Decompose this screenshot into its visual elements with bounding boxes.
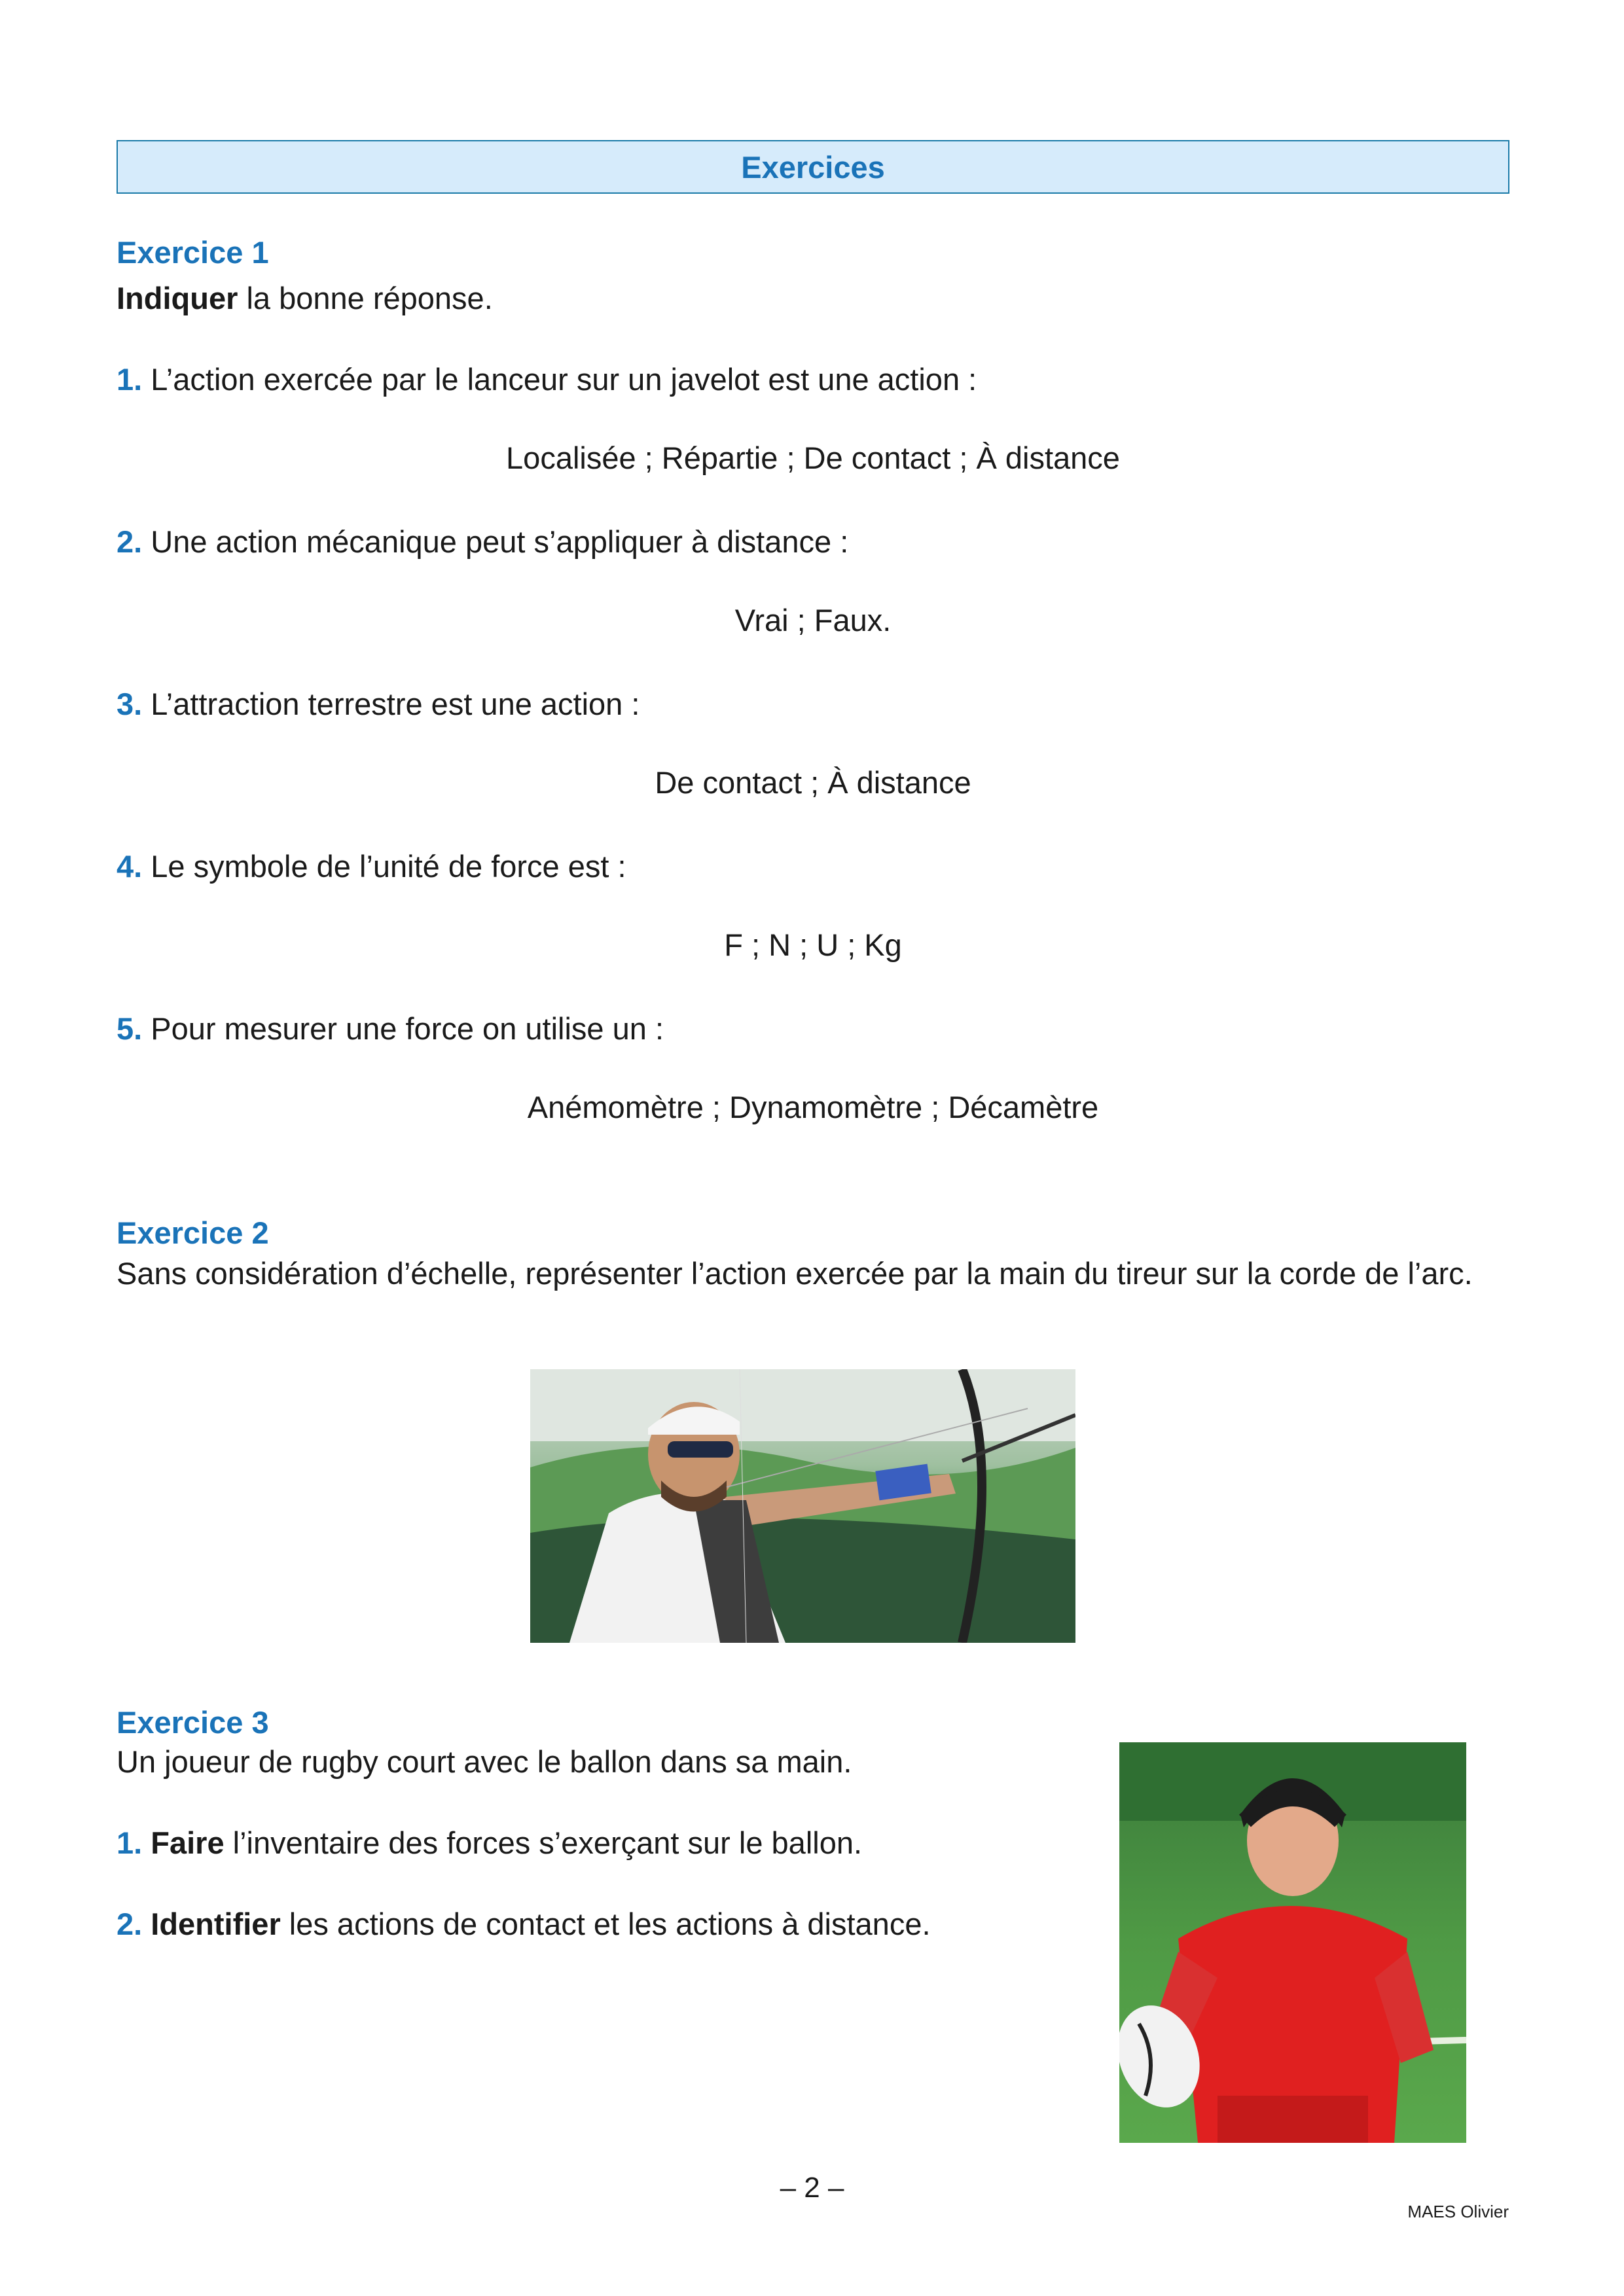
instruction-text: la bonne réponse. [238,281,493,315]
question-text: l’inventaire des forces s’exerçant sur le ballon. [224,1825,863,1860]
page-number: – 2 – [780,2172,844,2204]
question-text: Pour mesurer une force on utilise un : [142,1011,664,1046]
question-verb: Identifier [151,1907,281,1941]
exercise-3-intro: Un joueur de rugby court avec le ballon dans sa main. [117,1744,852,1779]
question-verb: Faire [151,1825,225,1860]
question-4-choices: F ; N ; U ; Kg [724,927,902,962]
rugby-player-photo [1119,1742,1466,2143]
question-text: L’action exercée par le lanceur sur un javelot est une action : [142,362,977,397]
rugby-illustration [1119,1742,1466,2143]
instruction-verb: Indiquer [117,281,238,315]
question-number: 1. [117,1825,143,1860]
question-text: Une action mécanique peut s’appliquer à distance : [142,524,849,559]
question-1-choices: Localisée ; Répartie ; De contact ; À distance [506,440,1120,475]
question-number: 5. [117,1011,143,1046]
question-4 [117,846,626,888]
exercise-3-title: Exercice 3 [117,1705,269,1740]
question-number: 4. [117,849,143,884]
exercise-3-question-1 [117,1822,862,1864]
section-title: Exercices [741,149,885,185]
exercise-2-text: Sans considération d’échelle, représenter l’action exercée par la main du tireur sur la corde de l’arc. [117,1256,1473,1291]
question-1 [117,359,977,401]
question-2 [117,521,848,563]
question-number: 1. [117,362,143,397]
archer-photo [530,1369,1075,1643]
question-number: 3. [117,687,143,721]
question-number: 2. [117,524,143,559]
question-text: L’attraction terrestre est une action : [142,687,640,721]
exercise-2-title: Exercice 2 [117,1215,269,1250]
author-name: MAES Olivier [1407,2202,1509,2221]
question-3-choices: De contact ; À distance [655,765,971,800]
section-header [117,140,1509,194]
question-5-choices: Anémomètre ; Dynamomètre ; Décamètre [527,1090,1099,1124]
archer-illustration [530,1369,1075,1643]
exercise-1-instruction [117,278,493,319]
question-number: 2. [117,1907,143,1941]
question-2-choices: Vrai ; Faux. [734,603,892,637]
exercise-3-question-2 [117,1903,931,1945]
question-5 [117,1008,664,1050]
exercise-1-title: Exercice 1 [117,235,269,270]
question-3 [117,683,640,725]
question-text: les actions de contact et les actions à distance. [280,1907,931,1941]
question-text: Le symbole de l’unité de force est : [142,849,626,884]
